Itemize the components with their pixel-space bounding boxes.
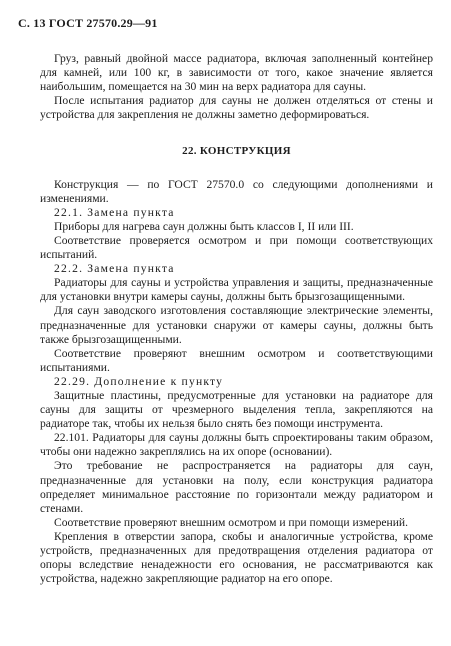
paragraph: Соответствие проверяется осмотром и при помощи соответствующих испытаний.	[40, 233, 433, 262]
paragraph: Это требование не распространяется на радиаторы для саун, предназначенные для установки на полу, если конструкция радиатора определяет минимальное расстояние по горизонтали между радиатором и стенами.	[40, 459, 433, 515]
paragraph: Радиаторы для сауны и устройства управления и защиты, предназначенные для установки внутри камеры сауны, должны быть брызгозащищенными.	[40, 276, 433, 304]
clause-label: 22.2. Замена пункта	[54, 262, 175, 276]
clause-label: 22.29. Дополнение к пункту	[54, 374, 224, 388]
paragraph: После испытания радиатор для сауны не должен отделяться от стены и устройства для закрепления не должны заметно деформироваться.	[40, 94, 433, 122]
paragraph: Приборы для нагрева саун должны быть классов I, II или III.	[54, 219, 354, 233]
paragraph: Крепления в отверстии запора, скобы и аналогичные устройства, кроме устройств, предназначенных для предотвращения отделения радиатора от опоры вследствие ненадежности его основания, не рассматриваются как устройства, надежно закрепляющие радиатор на его опоре.	[40, 529, 433, 586]
paragraph: Для саун заводского изготовления составляющие электрические элементы, предназначенные для установки снаружи от камеры сауны, должны быть также брызгозащищенными.	[40, 304, 433, 346]
clause-label: 22.1. Замена пункта	[54, 205, 175, 219]
document-body	[40, 52, 433, 586]
paragraph: Соответствие проверяют внешним осмотром и при помощи измерений.	[54, 515, 409, 529]
paragraph: Груз, равный двойной массе радиатора, включая заполненный контейнер для камней, или 100 кг, в зависимости от того, какое значение является наибольшим, помещается на 30 мин на верх радиатора для сауны.	[40, 52, 433, 94]
paragraph: Конструкция — по ГОСТ 27570.0 со следующими дополнениями и изменениями.	[40, 177, 433, 205]
page-header: С. 13 ГОСТ 27570.29—91	[18, 16, 158, 30]
section-title: 22. КОНСТРУКЦИЯ	[182, 145, 291, 158]
paragraph: 22.101. Радиаторы для сауны должны быть спроектированы таким образом, чтобы они надежно закреплялись на их опоре (основании).	[40, 431, 433, 459]
paragraph: Защитные пластины, предусмотренные для установки на радиаторе для сауны для защиты от чрезмерного выделения тепла, закрепляются на радиаторе так, чтобы их нельзя было снять без помощи инструмента.	[40, 388, 433, 431]
paragraph: Соответствие проверяют внешним осмотром и соответствующими испытаниями.	[40, 346, 433, 374]
